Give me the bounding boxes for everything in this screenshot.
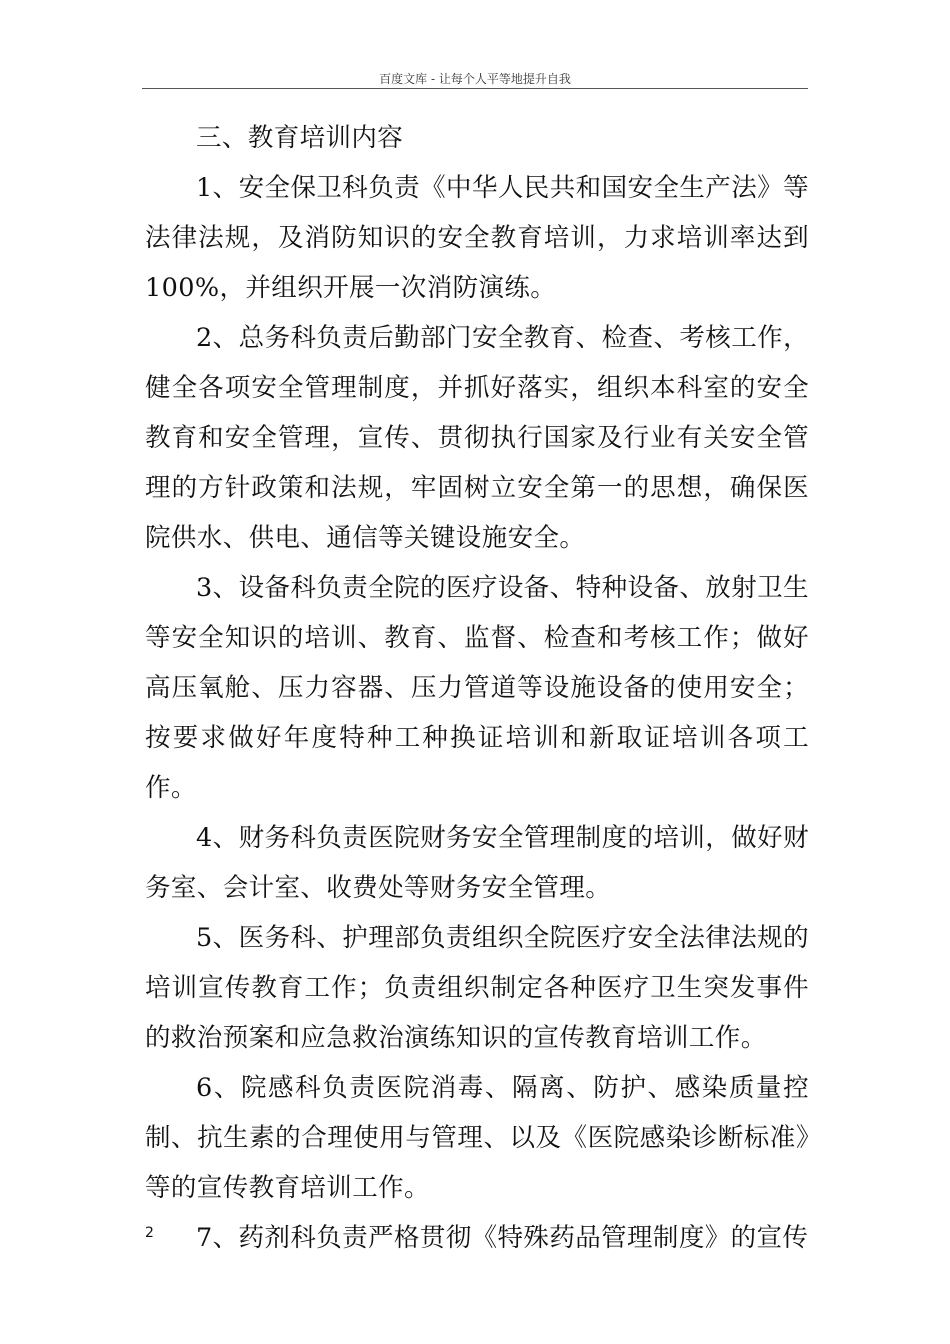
page-number: 2	[145, 1225, 154, 1241]
paragraph-7: 7、药剂科负责严格贯彻《特殊药品管理制度》的宣传	[196, 1223, 809, 1253]
paragraph-6: 6、院感科负责医院消毒、隔离、防护、感染质量控制、抗生素的合理使用与管理、以及《医院感染诊断标准》等的宣传教育培训工作。	[145, 1073, 809, 1203]
document-body	[145, 113, 809, 1263]
paragraph-3: 3、设备科负责全院的医疗设备、特种设备、放射卫生等安全知识的培训、教育、监督、检查和考核工作；做好高压氧舱、压力容器、压力管道等设施设备的使用安全；按要求做好年度特种工种换证培训和新取证培训各项工作。	[145, 573, 809, 803]
paragraph-1: 1、安全保卫科负责《中华人民共和国安全生产法》等法律法规，及消防知识的安全教育培训，力求培训率达到100%，并组织开展一次消防演练。	[145, 173, 809, 303]
section-title: 三、教育培训内容	[196, 123, 404, 153]
paragraph-4: 4、财务科负责医院财务安全管理制度的培训，做好财务室、会计室、收费处等财务安全管理。	[145, 823, 809, 903]
paragraph-2: 2、总务科负责后勤部门安全教育、检查、考核工作，健全各项安全管理制度，并抓好落实，组织本科室的安全教育和安全管理，宣传、贯彻执行国家及行业有关安全管理的方针政策和法规，牢固树立安全第一的思想，确保医院供水、供电、通信等关键设施安全。	[145, 323, 809, 553]
header-divider	[142, 88, 808, 89]
page-header: 百度文库 - 让每个人平等地提升自我	[379, 72, 571, 86]
paragraph-5: 5、医务科、护理部负责组织全院医疗安全法律法规的培训宣传教育工作；负责组织制定各种医疗卫生突发事件的救治预案和应急救治演练知识的宣传教育培训工作。	[145, 923, 809, 1053]
